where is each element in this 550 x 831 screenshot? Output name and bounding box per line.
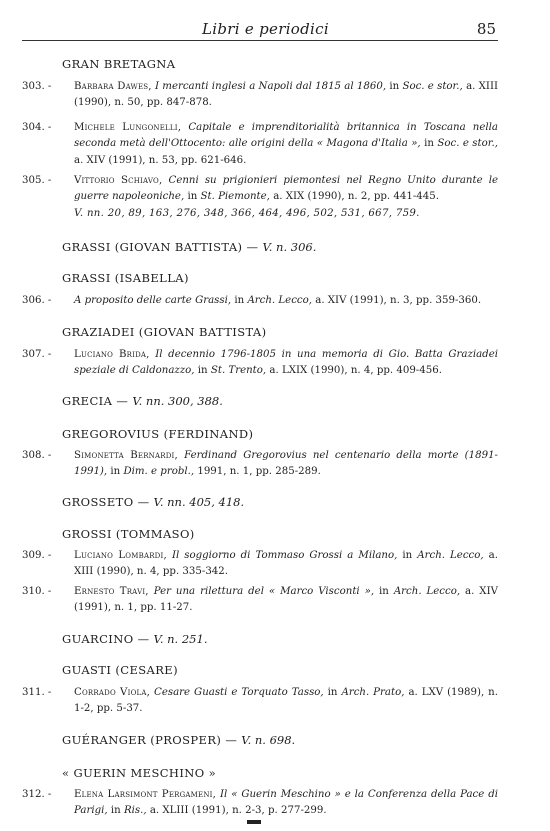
heading-text: GROSSI (TOMMASO) [62,527,195,541]
bibliography-entry [22,787,498,820]
cross-reference: V. n. 306. [262,240,317,254]
cross-reference: V. n. 251. [153,632,208,646]
entry-details: a. XIV (1991), n. 3, pp. 359-360. [315,295,482,306]
entry-title: A proposito delle carte Grassi, [74,295,232,306]
entry-details: a. LXV (1989), n. 1-2, pp. 5-37. [74,687,498,715]
entry-in: in [110,466,121,478]
bibliography-entry [22,448,498,481]
section-heading-guerin [62,766,216,780]
entry-journal: Arch. Lecco, [393,586,461,597]
entry-in: in [389,81,400,92]
entry-journal: Arch. Lecco, [417,550,484,561]
entry-title: I mercanti inglesi a Napoli dal 1815 al 1860, [154,81,387,92]
entry-number: 311. - [22,687,52,698]
bibliography-entry [22,347,498,380]
entry-number: 308. - [22,450,52,461]
entry-title: Il decennio 1796-1805 in una memoria di Gio. Batta Graziadei speziale di Caldonazzo, [74,349,498,377]
heading-text: GREGOROVIUS (FERDINAND) [62,427,254,441]
heading-text: GUARCINO [62,632,134,646]
entry-title: Ferdinand Gregorovius nel centenario della morte (1891-1991), [74,450,498,478]
entry-number: 305. - [22,175,52,186]
bibliography-entry [22,120,498,169]
section-heading-grecia: GRECIA — V. nn. 300, 388. [62,394,223,408]
entry-author: Vittorio Schiavo, [74,175,163,186]
entry-journal: St. Piemonte, [200,191,270,203]
entry-title: Cesare Guasti e Torquato Tasso, [154,687,324,698]
entry-author: Simonetta Bernardi, [74,450,178,461]
section-heading-grosseto: GROSSETO — V. nn. 405, 418. [62,495,245,509]
entry-journal: Ris., [123,805,147,817]
entry-journal: Soc. e stor., [402,81,463,92]
entry-see-also: V. nn. 20, 89, 163, 276, 348, 366, 464, 496, 502, 531, 667, 759. [74,208,420,219]
entry-title: Il soggiorno di Tommaso Grossi a Milano, [171,550,398,561]
heading-text: GUÉRANGER (PROSPER) [62,733,222,747]
section-heading-gueranger: GUÉRANGER (PROSPER) — V. n. 698. [62,733,296,747]
cross-reference: V. nn. 300, 388. [132,394,223,408]
entry-title: Il « Guerin Meschino » e la Conferenza della Pace di Parigi, [74,789,498,817]
entry-in: in [110,805,121,817]
entry-details: a. XIV (1991), n. 1, pp. 11-27. [74,586,498,614]
heading-text: GRASSI (ISABELLA) [62,271,189,285]
entry-in: in [187,191,198,203]
heading-text: GRAZIADEI (GIOVAN BATTISTA) [62,325,267,339]
entry-details: a. XIV (1991), n. 53, pp. 621-646. [74,154,247,166]
entry-details: 1991, n. 1, pp. 285-289. [197,466,321,478]
entry-number: 304. - [22,122,52,133]
bibliography-entry [22,548,498,581]
section-heading-guarcino: GUARCINO — V. n. 251. [62,632,208,646]
running-title: Libri e periodici [202,20,329,38]
entry-details: a. XIII (1990), n. 4, pp. 335-342. [74,550,498,578]
printer-mark [247,820,261,824]
entry-journal: Arch. Prato, [341,687,405,698]
heading-text: GRAN BRETAGNA [62,57,176,71]
entry-number: 307. - [22,349,52,360]
entry-title: Cenni su prigionieri piemontesi nel Regno Unito durante le guerre napoleoniche, [74,175,498,203]
entry-in: in [327,687,338,698]
entry-in: in [402,550,413,561]
entry-number: 309. - [22,550,52,561]
section-heading-grassi-giovan: GRASSI (GIOVAN BATTISTA) — V. n. 306. [62,240,317,254]
entry-author: Ernesto Travi, [74,586,149,597]
cross-reference: V. nn. 405, 418. [153,495,245,509]
section-heading-guasti [62,663,178,677]
bibliography-entry [22,173,498,206]
entry-author: Corrado Viola, [74,687,151,698]
entry-author: Luciano Lombardi, [74,550,167,561]
entry-author: Elena Larsimont Pergameni, [74,789,217,800]
bibliography-entry [22,584,498,617]
entry-in: in [424,138,434,150]
running-header [22,18,498,41]
entry-journal: Soc. e stor., [437,138,498,150]
entry-details: a. XLIII (1991), n. 2-3, p. 277-299. [149,805,327,817]
entry-title: Per una rilettura del « Marco Visconti », [153,586,375,597]
cross-reference: V. n. 698. [241,733,296,747]
section-heading-grassi-isabella [62,271,189,285]
entry-in: in [234,295,245,306]
entry-journal: Dim. e probl., [123,466,195,478]
entry-details: a. XIII (1990), n. 50, pp. 847-878. [74,81,498,109]
entry-in: in [197,365,208,377]
entry-journal: Arch. Lecco, [247,295,312,306]
entry-author: Barbara Dawes, [74,81,152,92]
entry-in: in [379,586,389,597]
entry-details: a. LXIX (1990), n. 4, pp. 409-456. [269,365,442,377]
bibliography-entry [22,293,498,309]
heading-text: « GUERIN MESCHINO » [62,766,217,780]
entry-number: 312. - [22,789,52,800]
section-heading-gran-bretagna [62,57,175,71]
entry-author: Michele Lungonelli, [74,122,182,133]
heading-text: GUASTI (CESARE) [62,663,178,677]
entry-author: Luciano Brida, [74,349,150,360]
entry-number: 310. - [22,586,52,597]
heading-text: GRASSI (GIOVAN BATTISTA) [62,240,243,254]
bibliography-entry [22,685,498,718]
heading-text: GRECIA [62,394,113,408]
entry-number: 306. - [22,295,52,306]
bibliography-entry [22,79,498,112]
entry-title: Capitale e imprenditorialità britannica in Toscana nella seconda metà dell'Ottocento: alle origini della « Magona d'Italia », [74,122,498,150]
section-heading-graziadei [62,325,267,339]
entry-journal: St. Trento, [210,365,267,377]
section-heading-gregorovius [62,427,253,441]
page-number: 85 [476,20,496,38]
entry-details: a. XIX (1990), n. 2, pp. 441-445. [273,191,439,203]
entry-number: 303. - [22,81,52,92]
heading-text: GROSSETO [62,495,134,509]
section-heading-grossi [62,527,195,541]
